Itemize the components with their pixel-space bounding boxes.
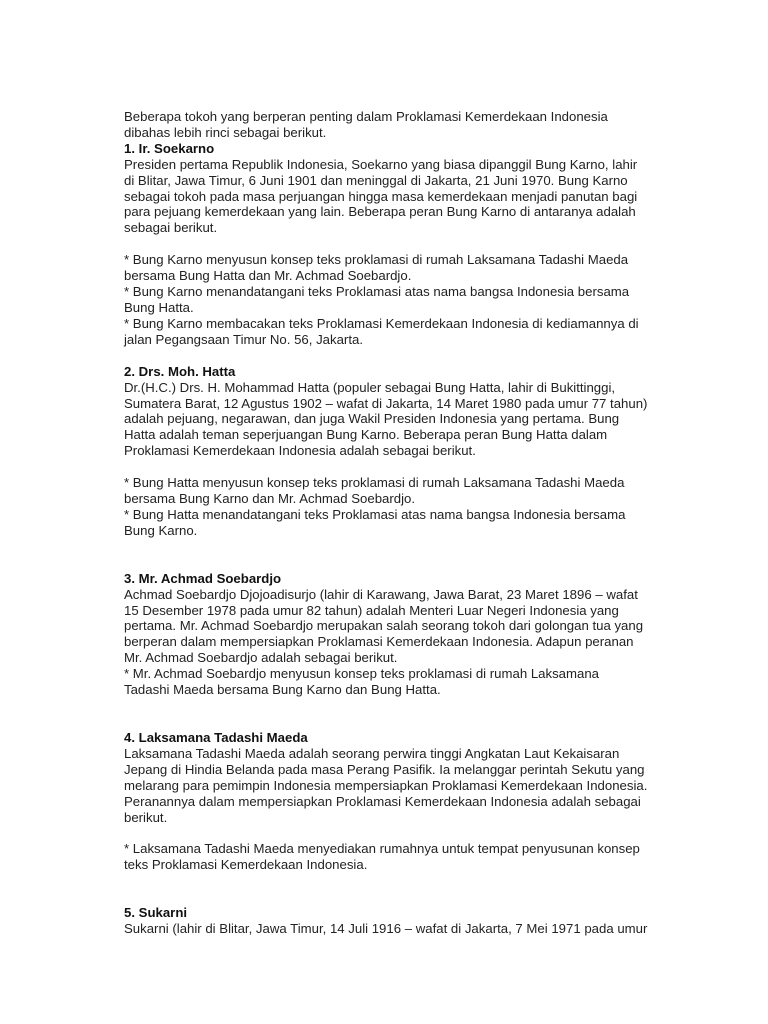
paragraph-line: sebagai berikut. bbox=[124, 220, 218, 236]
paragraph-line: * Mr. Achmad Soebardjo menyusun konsep teks proklamasi di rumah Laksamana bbox=[124, 666, 599, 682]
paragraph-line: sebagai tokoh pada masa perjuangan hingga masa kemerdekaan menjadi panutan bagi bbox=[124, 188, 638, 204]
paragraph-line: Sumatera Barat, 12 Agustus 1902 – wafat di Jakarta, 14 Maret 1980 pada umur 77 tahun) bbox=[124, 395, 648, 411]
spacer bbox=[124, 236, 684, 252]
paragraph-line: di Blitar, Jawa Timur, 6 Juni 1901 dan meninggal di Jakarta, 21 Juni 1970. Bung Karno bbox=[124, 172, 628, 188]
role-line: bersama Bung Karno dan Mr. Achmad Soebardjo. bbox=[124, 491, 416, 507]
paragraph-line: Jepang di Hindia Belanda pada masa Perang Pasifik. Ia melanggar perintah Sekutu yang bbox=[124, 761, 645, 777]
paragraph-line: 15 Desember 1978 pada umur 82 tahun) adalah Menteri Luar Negeri Indonesia yang bbox=[124, 602, 619, 618]
spacer bbox=[124, 873, 684, 905]
role-line: jalan Pegangsaan Timur No. 56, Jakarta. bbox=[124, 331, 363, 347]
role-line: teks Proklamasi Kemerdekaan Indonesia. bbox=[124, 857, 368, 873]
paragraph-line: Hatta adalah teman seperjuangan Bung Karno. Beberapa peran Bung Hatta dalam bbox=[124, 427, 608, 443]
spacer bbox=[124, 459, 684, 475]
paragraph-line: Mr. Achmad Soebardjo adalah sebagai berikut. bbox=[124, 650, 398, 666]
section-heading-soebardjo: 3. Mr. Achmad Soebardjo bbox=[124, 570, 282, 586]
paragraph-line: Proklamasi Kemerdekaan Indonesia adalah sebagai berikut. bbox=[124, 443, 476, 459]
role-line: * Bung Hatta menyusun konsep teks proklamasi di rumah Laksamana Tadashi Maeda bbox=[124, 475, 625, 491]
paragraph-line: Presiden pertama Republik Indonesia, Soekarno yang biasa dipanggil Bung Karno, lahir bbox=[124, 156, 638, 172]
spacer bbox=[124, 698, 684, 730]
paragraph-line: Peranannya dalam mempersiapkan Proklamasi Kemerdekaan Indonesia adalah sebagai bbox=[124, 793, 641, 809]
section-heading-soekarno: 1. Ir. Soekarno bbox=[124, 140, 215, 156]
spacer bbox=[124, 825, 684, 841]
role-line: * Bung Karno menandatangani teks Proklamasi atas nama bangsa Indonesia bersama bbox=[124, 284, 630, 300]
section-heading-sukarni: 5. Sukarni bbox=[124, 905, 188, 921]
paragraph-line: Laksamana Tadashi Maeda adalah seorang perwira tinggi Angkatan Laut Kekaisaran bbox=[124, 745, 620, 761]
paragraph-line: berperan dalam mempersiapkan Proklamasi Kemerdekaan Indonesia. Adapun peranan bbox=[124, 634, 634, 650]
document-body bbox=[124, 109, 684, 937]
spacer bbox=[124, 348, 684, 364]
role-line: bersama Bung Hatta dan Mr. Achmad Soebardjo. bbox=[124, 268, 412, 284]
role-line: Bung Karno. bbox=[124, 522, 198, 538]
paragraph-line: Dr.(H.C.) Drs. H. Mohammad Hatta (populer sebagai Bung Hatta, lahir di Bukittinggi, bbox=[124, 379, 616, 395]
intro-line: dibahas lebih rinci sebagai berikut. bbox=[124, 124, 327, 140]
paragraph-line: pertama. Mr. Achmad Soebardjo merupakan salah seorang tokoh dari golongan tua yang bbox=[124, 618, 644, 634]
paragraph-line: adalah pejuang, negarawan, dan juga Wakil Presiden Indonesia yang pertama. Bung bbox=[124, 411, 620, 427]
intro-line: Beberapa tokoh yang berperan penting dalam Proklamasi Kemerdekaan Indonesia bbox=[124, 109, 608, 124]
role-line: * Bung Karno membacakan teks Proklamasi Kemerdekaan Indonesia di kediamannya di bbox=[124, 315, 639, 331]
role-line: * Laksamana Tadashi Maeda menyediakan rumahnya untuk tempat penyusunan konsep bbox=[124, 841, 640, 857]
paragraph-line: Achmad Soebardjo Djojoadisurjo (lahir di Karawang, Jawa Barat, 23 Maret 1896 – wafat bbox=[124, 586, 638, 602]
section-heading-hatta: 2. Drs. Moh. Hatta bbox=[124, 363, 236, 379]
paragraph-line: Tadashi Maeda bersama Bung Karno dan Bung Hatta. bbox=[124, 682, 441, 698]
role-line: * Bung Hatta menandatangani teks Proklamasi atas nama bangsa Indonesia bersama bbox=[124, 506, 626, 522]
section-heading-maeda: 4. Laksamana Tadashi Maeda bbox=[124, 730, 308, 745]
paragraph-line: berikut. bbox=[124, 809, 168, 825]
role-line: * Bung Karno menyusun konsep teks proklamasi di rumah Laksamana Tadashi Maeda bbox=[124, 252, 629, 268]
paragraph-line: melarang para pemimpin Indonesia mempersiapkan Proklamasi Kemerdekaan Indonesia. bbox=[124, 777, 648, 793]
spacer bbox=[124, 539, 684, 571]
role-line: Bung Hatta. bbox=[124, 299, 194, 315]
paragraph-line: Sukarni (lahir di Blitar, Jawa Timur, 14 Juli 1916 – wafat di Jakarta, 7 Mei 1971 pada umur bbox=[124, 921, 648, 937]
paragraph-line: para pejuang kemerdekaan yang lain. Beberapa peran Bung Karno di antaranya adalah bbox=[124, 204, 636, 220]
